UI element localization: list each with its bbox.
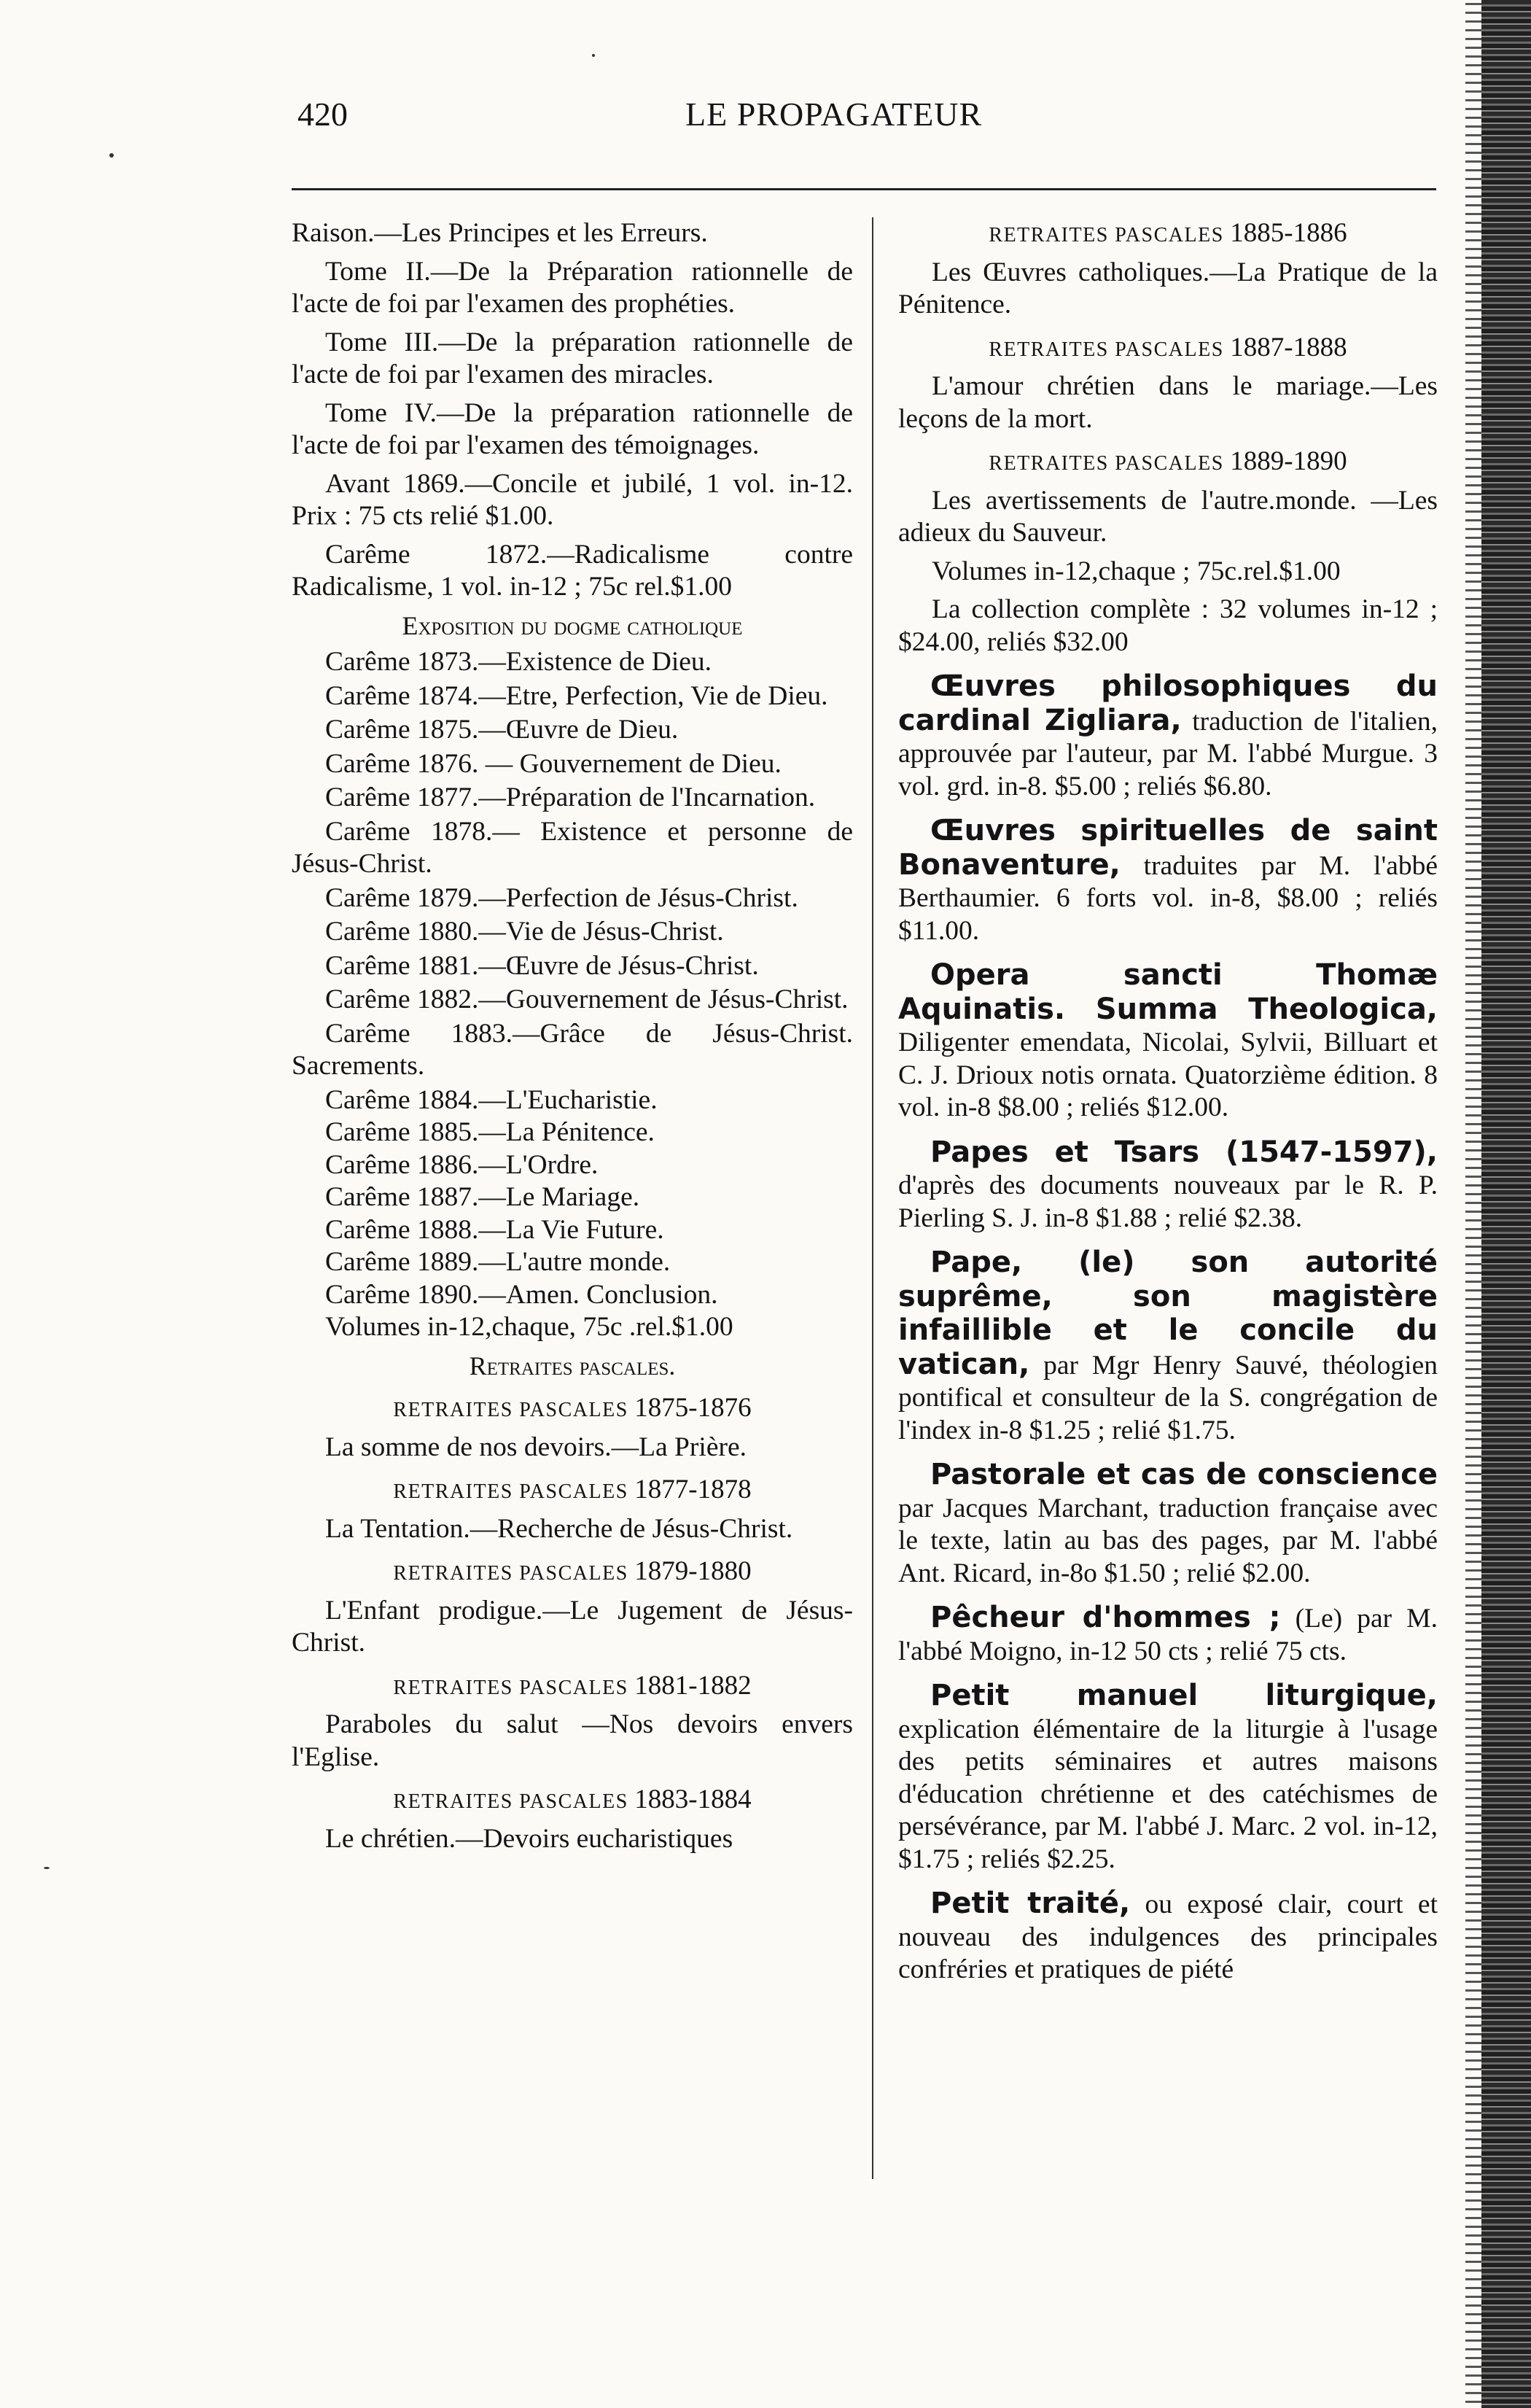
book-details: Diligenter emendata, Nicolai, Sylvii, Billuart et C. J. Drioux notis ornata. Quatorzième édition. 8 vol. in-8 $8.00 ; reliés $12.00. <box>898 1028 1438 1122</box>
book-entry <box>898 1679 1438 1876</box>
entry: Paraboles du salut —Nos devoirs envers l'Eglise. <box>292 1709 853 1772</box>
entry: Carême 1883.—Grâce de Jésus-Christ. Sacrements. <box>292 1018 853 1081</box>
collection-line: La collection complète : 32 volumes in-12 ; $24.00, reliés $32.00 <box>898 594 1438 657</box>
retraite-years: 1885-1886 <box>1230 218 1347 248</box>
book-details: par Mgr Henry Sauvé, théologien pontifical et consulteur de la S. congrégation de l'index in-8 $1.25 ; relié $1.75. <box>898 1350 1438 1445</box>
book-entry <box>898 815 1438 947</box>
retraite-label: RETRAITES PASCALES <box>989 452 1224 475</box>
retraite-heading <box>898 217 1438 252</box>
entry: Carême 1886.—L'Ordre. <box>325 1149 599 1180</box>
entry: La somme de nos devoirs.—La Prière. <box>325 1432 747 1462</box>
entry: Carême 1884.—L'Eucharistie. <box>325 1084 658 1115</box>
retraite-years: 1877-1878 <box>634 1475 752 1504</box>
book-details: ou exposé clair, court et nouveau des indulgences des principales confréries et pratiques de piété <box>898 1889 1438 1984</box>
left-column <box>292 217 853 1861</box>
retraite-label: RETRAITES PASCALES <box>989 224 1224 246</box>
book-details: explication élémentaire de la liturgie à l'usage des petits séminaires et autres maisons d'éducation chrétienne et des catéchismes de persévérance, par M. l'abbé J. Marc. 2 vol. in-12, $1.75 ; reliés $2.25. <box>898 1714 1438 1874</box>
book-entry <box>898 670 1438 803</box>
retraite-years: 1889-1890 <box>1230 446 1347 476</box>
book-details: d'après des documents nouveaux par le R. P. Pierling S. J. in-8 $1.88 ; relié $2.38. <box>898 1170 1438 1233</box>
book-title: Pastorale et cas de conscience <box>930 1458 1438 1491</box>
page-number: 420 <box>297 96 348 133</box>
retraite-label: RETRAITES PASCALES <box>393 1480 628 1503</box>
entry: Tome IV.—De la préparation rationnelle de l'acte de foi par l'examen des témoignages. <box>292 397 853 460</box>
entry: Carême 1881.—Œuvre de Jésus-Christ. <box>325 950 759 981</box>
running-title: LE PROPAGATEUR <box>685 96 983 133</box>
book-title: Papes et Tsars (1547-1597), <box>930 1135 1438 1169</box>
section-heading: Retraites pascales. <box>469 1351 676 1380</box>
retraite-label: RETRAITES PASCALES <box>393 1562 628 1585</box>
scanned-page-edge <box>1465 0 1531 2408</box>
book-title: Œuvres philosophiques du cardinal Zigliara, <box>898 669 1438 737</box>
entry: Les Œuvres catholiques.—La Pratique de la Pénitence. <box>898 257 1438 319</box>
header-rule <box>292 188 1436 190</box>
column-divider <box>872 217 873 2179</box>
book-title: Œuvres spirituelles de saint Bonaventure, <box>898 814 1438 882</box>
running-header <box>292 95 1444 160</box>
book-title: Opera sancti Thomæ Aquinatis. Summa Theologica, <box>898 958 1438 1026</box>
entry: Carême 1877.—Préparation de l'Incarnation. <box>325 782 816 812</box>
retraite-label: RETRAITES PASCALES <box>393 1399 628 1421</box>
entry: Tome III.—De la préparation rationnelle de l'acte de foi par l'examen des miracles. <box>292 327 853 389</box>
entry: Carême 1887.—Le Mariage. <box>325 1182 640 1212</box>
book-details: traduites par M. l'abbé Berthaumier. 6 forts vol. in-8, $8.00 ; reliés $11.00. <box>898 850 1438 946</box>
book-title: Pape, (le) son autorité suprême, son magistère infaillible et le concile du vatican, <box>898 1246 1438 1381</box>
volumes-line: Volumes in-12,chaque ; 75c.rel.$1.00 <box>932 556 1341 586</box>
book-entry <box>898 1459 1438 1590</box>
entry: L'amour chrétien dans le mariage.—Les leçons de la mort. <box>898 371 1438 434</box>
ink-speck <box>592 54 595 57</box>
right-column <box>898 217 1438 1989</box>
section-heading: Exposition du dogme catholique <box>402 610 743 640</box>
entry: Les avertissements de l'autre.monde. —Les adieux du Sauveur. <box>898 485 1438 548</box>
retraite-label: RETRAITES PASCALES <box>393 1676 628 1699</box>
entry: Tome II.—De la Préparation rationnelle de l'acte de foi par l'examen des prophéties. <box>292 256 853 319</box>
book-entry <box>898 1887 1438 1986</box>
entry: Carême 1888.—La Vie Future. <box>325 1214 664 1245</box>
entry: Carême 1873.—Existence de Dieu. <box>325 647 712 677</box>
entry: Carême 1882.—Gouvernement de Jésus-Christ. <box>325 984 849 1014</box>
entry: Avant 1869.—Concile et jubilé, 1 vol. in-12. Prix : 75 cts relié $1.00. <box>292 468 853 531</box>
ink-speck <box>109 153 114 158</box>
entry: Carême 1880.—Vie de Jésus-Christ. <box>325 917 724 947</box>
retraite-label: RETRAITES PASCALES <box>393 1790 628 1813</box>
retraite-years: 1875-1876 <box>634 1393 752 1423</box>
retraite-heading <box>292 1474 853 1509</box>
entry: Carême 1874.—Etre, Perfection, Vie de Dieu. <box>325 680 828 711</box>
retraite-years: 1881-1882 <box>634 1670 752 1701</box>
entry: Carême 1872.—Radicalisme contre Radicalisme, 1 vol. in-12 ; 75c rel.$1.00 <box>292 539 853 602</box>
entry: Carême 1879.—Perfection de Jésus-Christ. <box>325 882 798 913</box>
retraite-heading <box>292 1392 853 1427</box>
book-details: (Le) par M. l'abbé Moigno, in-12 50 cts ; relié 75 cts. <box>898 1604 1438 1666</box>
book-entry <box>898 1601 1438 1668</box>
entry: La Tentation.—Recherche de Jésus-Christ. <box>325 1513 793 1544</box>
retraite-label: RETRAITES PASCALES <box>989 338 1224 361</box>
retraite-heading <box>898 332 1438 367</box>
book-title: Petit traité, <box>930 1887 1131 1920</box>
entry: Raison.—Les Principes et les Erreurs. <box>292 218 708 248</box>
entry: Carême 1875.—Œuvre de Dieu. <box>325 715 679 745</box>
retraite-heading <box>292 1670 853 1705</box>
entry: Carême 1876. — Gouvernement de Dieu. <box>325 748 782 779</box>
retraite-years: 1887-1888 <box>1230 332 1347 362</box>
entry: Carême 1878.— Existence et personne de Jésus-Christ. <box>292 816 853 879</box>
book-entry <box>898 1136 1438 1235</box>
retraite-years: 1883-1884 <box>634 1784 752 1814</box>
book-details: traduction de l'italien, approuvée par l'auteur, par M. l'abbé Murgue. 3 vol. grd. in-8. $5.00 ; reliés $6.80. <box>898 706 1438 801</box>
entry: Volumes in-12,chaque, 75c .rel.$1.00 <box>325 1312 733 1342</box>
entry: Carême 1885.—La Pénitence. <box>325 1117 655 1147</box>
book-title: Pêcheur d'hommes ; <box>930 1601 1281 1634</box>
retraite-years: 1879-1880 <box>634 1556 752 1586</box>
entry: Carême 1889.—L'autre monde. <box>325 1247 671 1277</box>
book-details: par Jacques Marchant, traduction française avec le texte, latin au bas des pages, par M. l'abbé Ant. Ricard, in-8o $1.50 ; relié $2.00. <box>898 1493 1438 1588</box>
entry: L'Enfant prodigue.—Le Jugement de Jésus-Christ. <box>292 1595 853 1658</box>
book-entry <box>898 1246 1438 1447</box>
retraite-heading <box>898 446 1438 481</box>
book-entry <box>898 959 1438 1125</box>
retraite-heading <box>292 1784 853 1819</box>
entry: Le chrétien.—Devoirs eucharistiques <box>325 1823 733 1854</box>
ink-speck <box>44 1867 50 1869</box>
book-title: Petit manuel liturgique, <box>930 1679 1438 1712</box>
entry: Carême 1890.—Amen. Conclusion. <box>325 1279 718 1310</box>
retraite-heading <box>292 1556 853 1591</box>
